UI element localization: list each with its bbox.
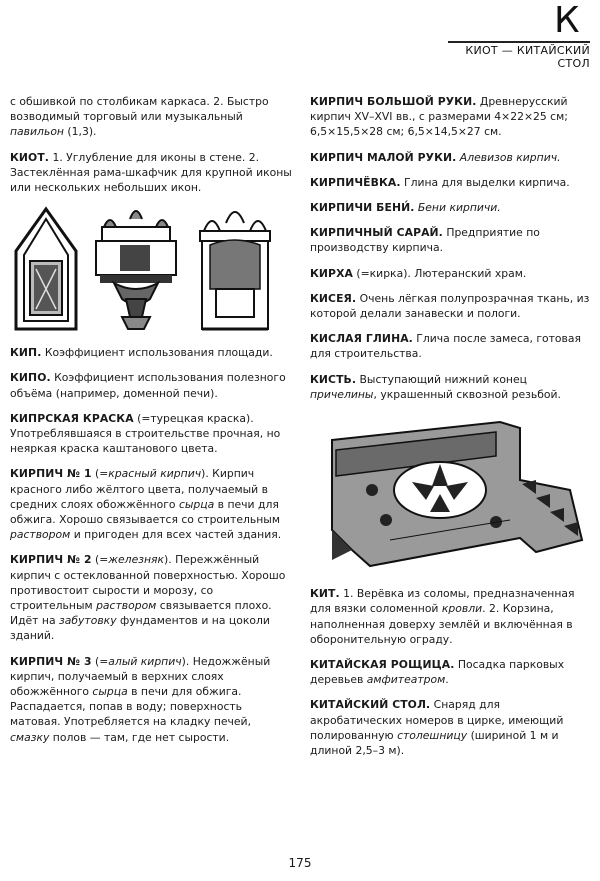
entry-kiot: КИОТ. 1. Углубление для иконы в стене. 2. Застеклённая рама-шкафчик для крупной иконы или нескольких небольших икон.	[10, 150, 292, 195]
kiot-standing-cabinet-illustration	[190, 205, 280, 333]
entry-kirpich-1: КИРПИЧ № 1 (=красный кирпич). Кирпич красного либо жёлтого цвета, получаемый в средних слоях обожжённого сырца в печи для обжига. Хорошо связывается со строительным раствором и пригоден для всех частей здания.	[10, 467, 282, 542]
entry-kipo: КИПО. Коэффициент использования полезного объёма (например, доменной печи).	[10, 371, 286, 400]
headword: КИРПИЧ МАЛОЙ РУКИ.	[310, 150, 457, 164]
headword: КИОТ.	[10, 150, 50, 164]
headword: КИСЛАЯ ГЛИНА.	[310, 332, 413, 346]
left-column	[10, 94, 292, 755]
entry-kirpich-2: КИРПИЧ № 2 (=железняк). Пережжённый кирпич с остеклованной поверхностью. Хорошо противостоит сырости и морозу, со строительным раствором связывается плохо. Идёт на забутовку фундаментов и на цоколи зданий.	[10, 553, 286, 643]
kiot-bracket-cabinet-illustration	[90, 205, 182, 333]
running-head: КИОТ — КИТАЙСКИЙ СТОЛ	[465, 44, 590, 70]
entry-kirpichny-saray: КИРПИЧНЫЙ САРАЙ. Предприятие по производству кирпича.	[310, 226, 540, 255]
entry-kirpich-bolshoy-ruki: КИРПИЧ БОЛЬШОЙ РУКИ. Древнерусский кирпич XV–XVI вв., с размерами 4×22×25 см; 6,5×15,5×28 см; 6,5×14,5×27 см.	[310, 95, 568, 139]
entry-continuation: с обшивкой по столбикам каркаса. 2. Быстро возводимый торговый или музыкальный павильон (1,3).	[10, 95, 269, 139]
right-column	[310, 94, 592, 768]
headword: КИРПИЧЁВКА.	[310, 175, 401, 189]
headword: КИПРСКАЯ КРАСКА	[10, 411, 134, 425]
headword: КИРПИЧНЫЙ САРАЙ.	[310, 226, 443, 240]
entry-kirpichi-beni: КИРПИЧИ БЕНИ́. Бени кирпичи.	[310, 201, 501, 215]
entry-kitayskaya-roshchitsa: КИТАЙСКАЯ РОЩИЦА. Посадка парковых деревьев амфитеатром.	[310, 658, 565, 687]
headword: КИРПИЧ № 3	[10, 654, 92, 668]
page-number: 175	[288, 856, 312, 870]
entry-kit: КИТ. 1. Верёвка из соломы, предназначенная для вязки соломенной кровли. 2. Корзина, наполненная доверху землёй и включённая в оборонительную ограду.	[310, 587, 575, 646]
headword: КИРПИЧ БОЛЬШОЙ РУКИ.	[310, 95, 477, 108]
headword: КИРХА	[310, 266, 353, 280]
headword: КИТАЙСКИЙ СТОЛ.	[310, 698, 431, 712]
kiot-illustrations	[10, 205, 292, 333]
header-rule	[448, 41, 590, 43]
headword: КИРПИЧИ БЕНИ́.	[310, 201, 415, 215]
entry-kip: КИП. Коэффициент использования площади.	[10, 346, 273, 360]
entry-kirha: КИРХА (=кирка). Лютеранский храм.	[310, 266, 527, 280]
section-letter: К	[554, 0, 580, 41]
entry-kirpich-maloy-ruki: КИРПИЧ МАЛОЙ РУКИ. Алевизов кирпич.	[310, 150, 561, 164]
entry-kiprskaya-kraska: КИПРСКАЯ КРАСКА (=турецкая краска). Употреблявшаяся в строительстве прочная, но неяркая краска каштанового цвета.	[10, 411, 281, 456]
headword: КИПО.	[10, 371, 51, 385]
entry-kist: КИСТЬ. Выступающий нижний конец причелины, украшенный сквозной резьбой.	[310, 372, 561, 401]
entry-kislaya-glina: КИСЛАЯ ГЛИНА. Глича после замеса, готовая для строительства.	[310, 332, 582, 361]
headword: КИТ.	[310, 587, 340, 601]
headword: КИП.	[10, 346, 42, 360]
entry-kiseya: КИСЕЯ. Очень лёгкая полупрозрачная ткань, из которой делали занавески и пологи.	[310, 291, 590, 321]
entry-kitayskiy-stol: КИТАЙСКИЙ СТОЛ. Снаряд для акробатических номеров в цирке, имеющий полированную столешницу (шириной 1 м и длиной 2,5–3 м).	[310, 698, 564, 758]
headword: КИТАЙСКАЯ РОЩИЦА.	[310, 658, 455, 672]
headword: КИСТЬ.	[310, 372, 357, 386]
headword: КИРПИЧ № 2	[10, 553, 92, 567]
kiot-wall-niche-illustration	[10, 205, 82, 333]
entry-kirpich-3: КИРПИЧ № 3 (=алый кирпич). Недожжёный кирпич, получаемый в верхних слоях обожжённого сырца в печи для обжига. Распадается, попав в воду; поверхность матовая. Употребляется на кладку печей, смазку полов — там, где нет сырости.	[10, 654, 271, 744]
kist-carved-bargeboard-illustration	[330, 420, 590, 570]
headword: КИСЕЯ.	[310, 291, 357, 305]
headword: КИРПИЧ № 1	[10, 467, 92, 481]
entry-kirpichevka: КИРПИЧЁВКА. Глина для выделки кирпича.	[310, 175, 570, 189]
